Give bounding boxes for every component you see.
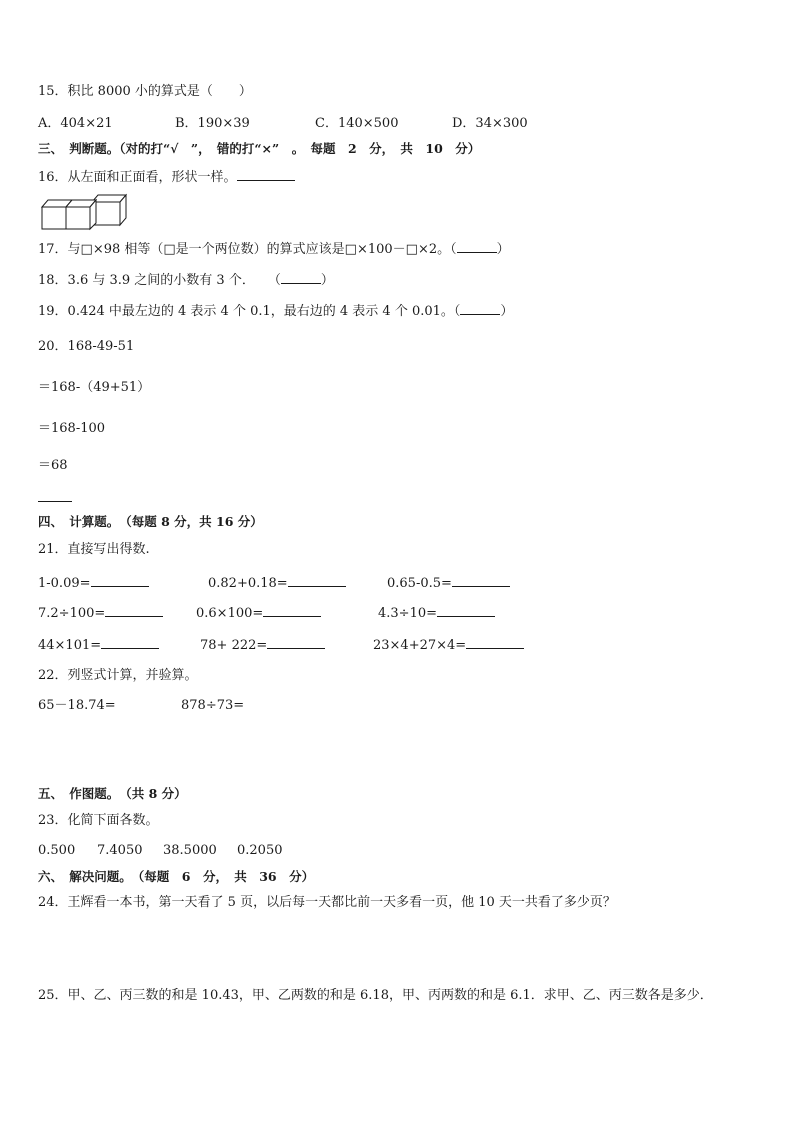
q18-text [38,271,334,289]
q19-answer-blank[interactable] [460,302,500,315]
q17-text-content: 17．与□×98 相等（□是一个两位数）的算式应该是□×100－□×2。（ [38,242,457,257]
q21-expr: 0.65-0.5= [387,576,452,591]
q19-text [38,302,513,320]
q21-item [378,604,495,622]
q17-answer-blank[interactable] [457,240,497,253]
q20-line-1: 20．168-49-51 [38,339,135,354]
q21-expr: 44×101= [38,638,102,653]
q21-answer-blank[interactable] [105,604,163,617]
q21-item [196,604,321,622]
q21-expr: 1-0.09= [38,576,91,591]
q17-text [38,240,510,258]
q21-item [38,636,159,654]
q24-text: 24．王辉看一本书，第一天看了 5 页，以后每一天都比前一天多看一页，他 10 天一共看了多少页？ [38,895,616,910]
q19-close: ） [500,304,514,319]
q15-option-c: C．140×500 [315,116,399,131]
q21-expr: 23×4+27×4= [373,638,467,653]
q16-text [38,168,295,186]
q23-item: 38.5000 [163,843,217,858]
section-4-title: 四、 计算题。 （每题 8 分，共 16 分） [38,514,263,529]
q21-answer-blank[interactable] [452,574,510,587]
q21-answer-blank[interactable] [263,604,321,617]
q21-item [38,604,163,622]
section-3-title: 三、 判断题。（对的打“√ ”， 错的打“×” 。 每题 2 分， 共 10 分） [38,141,481,156]
q21-item [200,636,325,654]
q16-answer-blank[interactable] [237,168,295,181]
q23-stem: 23．化简下面各数。 [38,813,159,828]
q21-item [208,574,346,592]
q21-expr: 4.3÷10= [378,606,438,621]
cube-front-2 [66,207,90,229]
q21-expr: 7.2÷100= [38,606,106,621]
q22-item-1: 65－18.74= [38,698,116,713]
q23-item: 7.4050 [97,843,143,858]
q25-text: 25．甲、乙、丙三数的和是 10.43，甲、乙两数的和是 6.18，甲、丙两数的和是 6.1．求甲、乙、丙三数各是多少． [38,988,713,1003]
q20-line-3: ＝168-100 [38,421,106,436]
q21-answer-blank[interactable] [288,574,346,587]
section-6-title: 六、 解决问题。 （每题 6 分， 共 36 分） [38,869,315,884]
q23-item: 0.500 [38,843,76,858]
q18-close: ） [320,273,334,288]
q23-item: 0.2050 [237,843,283,858]
q21-item [373,636,524,654]
q21-answer-blank[interactable] [267,636,325,649]
q22-stem: 22．列竖式计算，并验算。 [38,668,198,683]
q21-item [38,574,149,592]
q21-expr: 78+ 222= [200,638,268,653]
cube-front-1 [42,207,66,229]
q20-answer-blank[interactable] [38,501,72,502]
q18-answer-blank[interactable] [281,271,321,284]
q19-text-content: 19．0.424 中最左边的 4 表示 4 个 0.1，最右边的 4 表示 4 个 0.01。（ [38,304,461,319]
q15-stem: 15．积比 8000 小的算式是（ ） [38,84,252,99]
q21-expr: 0.6×100= [196,606,264,621]
q20-line-2: ＝168-（49+51） [38,380,151,395]
q18-text-content: 18．3.6 与 3.9 之间的小数有 3 个． （ [38,273,281,288]
q21-answer-blank[interactable] [466,636,524,649]
q22-item-2: 878÷73= [181,698,245,713]
q16-text-content: 16．从左面和正面看，形状一样。 [38,170,237,185]
q15-option-a: A．404×21 [38,116,113,131]
q20-line-4: ＝68 [38,458,68,473]
q21-answer-blank[interactable] [437,604,495,617]
q21-stem: 21．直接写出得数. [38,542,150,557]
q15-option-b: B．190×39 [175,116,250,131]
section-5-title: 五、 作图题。 （共 8 分） [38,786,187,801]
cubes-figure [40,191,132,231]
q21-expr: 0.82+0.18= [208,576,288,591]
q21-item [387,574,510,592]
q21-answer-blank[interactable] [101,636,159,649]
q15-option-d: D．34×300 [452,116,528,131]
q17-close: ） [496,242,510,257]
q21-answer-blank[interactable] [91,574,149,587]
